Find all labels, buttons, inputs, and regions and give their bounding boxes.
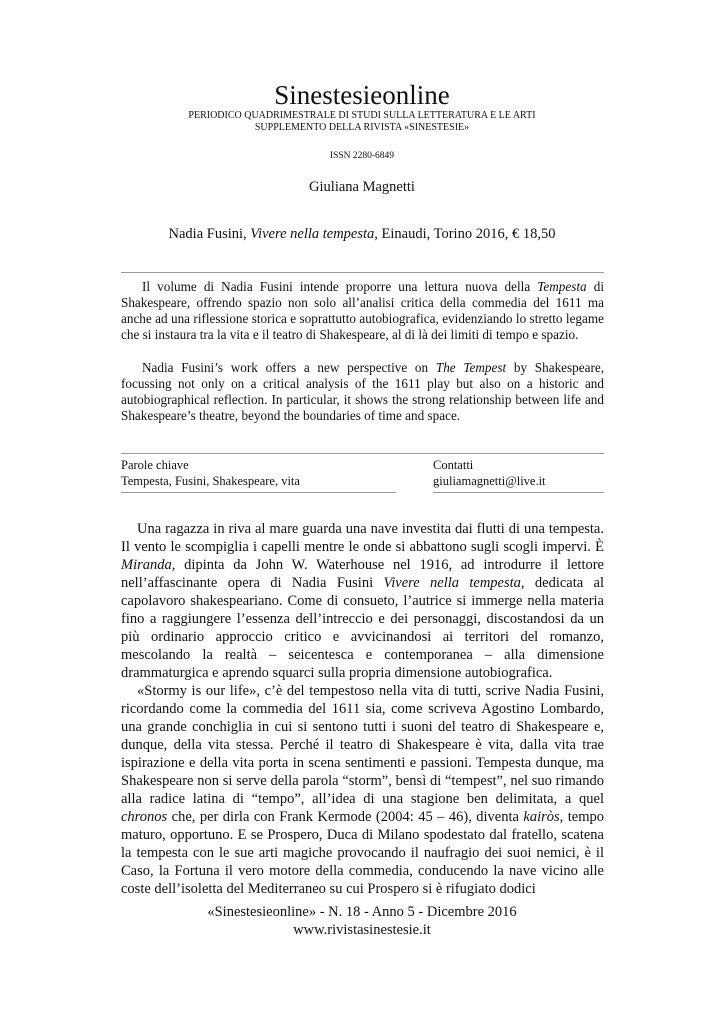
p1-text-2: , dipinta da John W. Waterhouse nel 1916, ad introdurre il lettore nell’affascinante opera di Nadia Fusini xyxy=(121,557,604,591)
p1-text-3: dedicata al capolavoro shakespeariano. Come di consueto, l’autrice si immerge nella materia fino a raggiungere l’essenza dell’intreccio e dei personaggi, discostandosi da un più ordinario approccio critico e avvicinandosi ai territori del romanzo, mescolando la realtà – seicentesca e contemporanea – alla dimensione drammaturgica e aprendo squarci sulla propria dimensione autobiografica. xyxy=(121,575,604,681)
abstract-en-text-end: by Shakespeare, focussing not only on a critical analysis of the 1611 play but also on a historic and autobiographical reflection. In particular, it shows the strong relationship between life and Shakespeare’s theatre, beyond the boundaries of time and space. xyxy=(121,360,604,423)
contacts-block xyxy=(433,457,604,493)
issn: ISSN 2280-6849 xyxy=(329,151,395,161)
book-details: , Einaudi, Torino 2016, € 18,50 xyxy=(374,226,556,242)
paragraph-2 xyxy=(121,682,604,898)
p1-painting-title: Miranda xyxy=(121,557,172,573)
metadata-table xyxy=(121,453,604,488)
p2-text-2: che, per dirla con Frank Kermode (2004: 45 – 46), diventa xyxy=(167,809,524,825)
footer-issue: «Sinestesieonline» - N. 18 - Anno 5 - Dicembre 2016 xyxy=(207,904,517,920)
p2-kairos: kairòs xyxy=(523,809,560,825)
book-title: Vivere nella tempesta xyxy=(250,226,375,242)
page-footer xyxy=(0,903,724,939)
abstract-italian xyxy=(121,279,604,343)
paragraph-1 xyxy=(121,520,604,682)
journal-subtitle: PERIODICO QUADRIMESTRALE DI STUDI SULLA LETTERATURA E LE ARTI xyxy=(188,110,536,121)
review-author: Giuliana Magnetti xyxy=(309,179,415,195)
keywords-block xyxy=(121,457,396,493)
abstract-section xyxy=(121,272,604,424)
book-author: Nadia Fusini, xyxy=(168,226,251,242)
footer-website[interactable]: www.rivistasinestesie.it xyxy=(293,922,431,938)
contacts-email[interactable]: giuliamagnetti@live.it xyxy=(433,474,546,488)
p1-book-title: Vivere nella tempesta, xyxy=(383,575,525,591)
article-body xyxy=(121,520,604,898)
abstract-it-text-end: di Shakespeare, offrendo spazio non solo all’analisi critica della commedia del 1611 ma anche ad una riflessione storica e soprattutto autobiografica, evidenziando lo stretto legame che si instaura tra la vita e il teatro di Shakespeare, al di là dei limiti di tempo e spazio. xyxy=(121,279,605,342)
p2-text-3: , tempo maturo, opportuno. E se Prospero, Duca di Milano spodestato dal fratello, scatena la tempesta con le sue arti magiche provocando il naufragio dei suoi nemici, è il Caso, la Fortuna il vero motore della commedia, conducendo la nave vicino alle coste dell’isoletta del Mediterraneo su cui Prospero si è rifugiato dodici xyxy=(121,809,604,897)
p2-text: «Stormy is our life», c’è del tempestoso nella vita di tutti, scrive Nadia Fusini, ricordando come la commedia del 1611 sia, come scriveva Agostino Lombardo, una grande conchiglia in cui si sentono tutti i suoni del teatro di Shakespeare e, dunque, della vita stessa. Perché il teatro di Shakespeare è vita, dalla vita trae ispirazione e della vita porta in scena sentimenti e passioni. Tempesta dunque, ma Shakespeare non si serve della parola “storm”, bensì di “tempest”, nel suo rimando alla radice latina di “tempo”, all’idea di una stagione ben delimitata, a quel xyxy=(121,683,604,807)
abstract-it-title: Tempesta xyxy=(537,279,587,294)
journal-supplement: SUPPLEMENTO DELLA RIVISTA «SINESTESIE» xyxy=(254,122,470,133)
journal-title: Sinestesieonline xyxy=(274,80,450,110)
contacts-label: Contatti xyxy=(433,458,474,472)
book-reference xyxy=(0,226,724,243)
p2-chronos: chronos xyxy=(121,809,168,825)
abstract-en-title: The Tempest xyxy=(435,360,507,375)
keywords-label: Parole chiave xyxy=(121,458,189,472)
p1-text: Una ragazza in riva al mare guarda una nave investita dai flutti di una tempesta. Il vento le scompiglia i capelli mentre le onde si abbattono sugli scogli impervi. È xyxy=(121,521,604,555)
abstract-english xyxy=(121,360,604,424)
keywords-value: Tempesta, Fusini, Shakespeare, vita xyxy=(121,474,300,488)
abstract-en-text: Nadia Fusini’s work offers a new perspective on xyxy=(142,360,436,375)
journal-header xyxy=(0,80,724,161)
abstract-it-text: Il volume di Nadia Fusini intende proporre una lettura nuova della xyxy=(142,279,538,294)
